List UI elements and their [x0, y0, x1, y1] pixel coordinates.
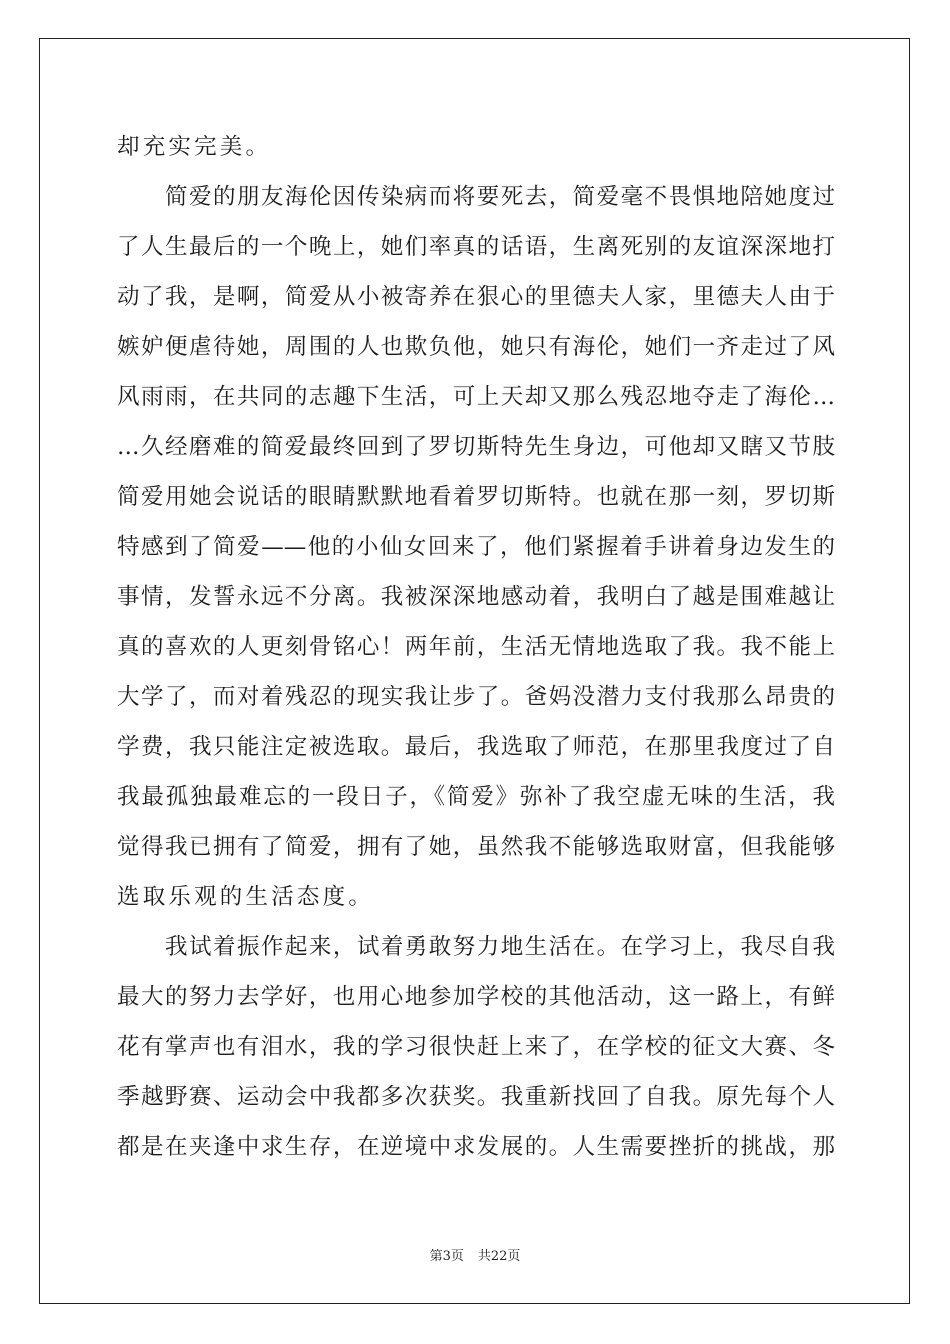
text-line: 季越野赛、运动会中我都多次获奖。我重新找回了自我。原先每个人: [117, 1084, 835, 1110]
text-line: 真的喜欢的人更刻骨铭心！两年前，生活无情地选取了我。我不能上: [117, 634, 835, 660]
text-line: 选取乐观的生活态度。: [117, 884, 375, 910]
text-line: 我最孤独最难忘的一段日子，《简爱》弥补了我空虚无味的生活，我: [117, 784, 835, 810]
text-line: 我试着振作起来，试着勇敢努力地生活在。在学习上，我尽自我: [165, 934, 835, 960]
text-line: 学费，我只能注定被选取。最后，我选取了师范，在那里我度过了自: [117, 734, 835, 760]
page-total: 共22页: [477, 1249, 521, 1264]
text-line: 花有掌声也有泪水，我的学习很快赶上来了，在学校的征文大赛、冬: [117, 1034, 835, 1060]
page-number: 第3页: [429, 1249, 464, 1264]
text-line: 动了我，是啊，简爱从小被寄养在狠心的里德夫人家，里德夫人由于: [117, 284, 835, 310]
text-line: 了人生最后的一个晚上，她们率真的话语，生离死别的友谊深深地打: [117, 234, 835, 260]
text-line: 觉得我已拥有了简爱，拥有了她，虽然我不能够选取财富，但我能够: [117, 834, 835, 860]
text-line: 事情，发誓永远不分离。我被深深地感动着，我明白了越是围难越让: [117, 584, 835, 610]
text-line: 嫉妒便虐待她，周围的人也欺负他，她只有海伦，她们一齐走过了风: [117, 334, 835, 360]
page-footer: [0, 1248, 950, 1266]
text-line: 简爱用她会说话的眼睛默默地看着罗切斯特。也就在那一刻，罗切斯: [117, 484, 835, 510]
text-line: 却充实完美。: [117, 134, 272, 160]
text-line: 风雨雨，在共同的志趣下生活，可上天却又那么残忍地夺走了海伦…: [117, 384, 835, 410]
text-line: 简爱的朋友海伦因传染病而将要死去，简爱毫不畏惧地陪她度过: [165, 184, 835, 210]
text-line: …久经磨难的简爱最终回到了罗切斯特先生身边，可他却又瞎又节肢: [117, 434, 835, 460]
text-line: 特感到了简爱——他的小仙女回来了，他们紧握着手讲着身边发生的: [117, 534, 835, 560]
text-line: 大学了，而对着残忍的现实我让步了。爸妈没潜力支付我那么昂贵的: [117, 684, 835, 710]
text-line: 都是在夹逢中求生存，在逆境中求发展的。人生需要挫折的挑战，那: [117, 1134, 835, 1160]
text-line: 最大的努力去学好，也用心地参加学校的其他活动，这一路上，有鲜: [117, 984, 835, 1010]
